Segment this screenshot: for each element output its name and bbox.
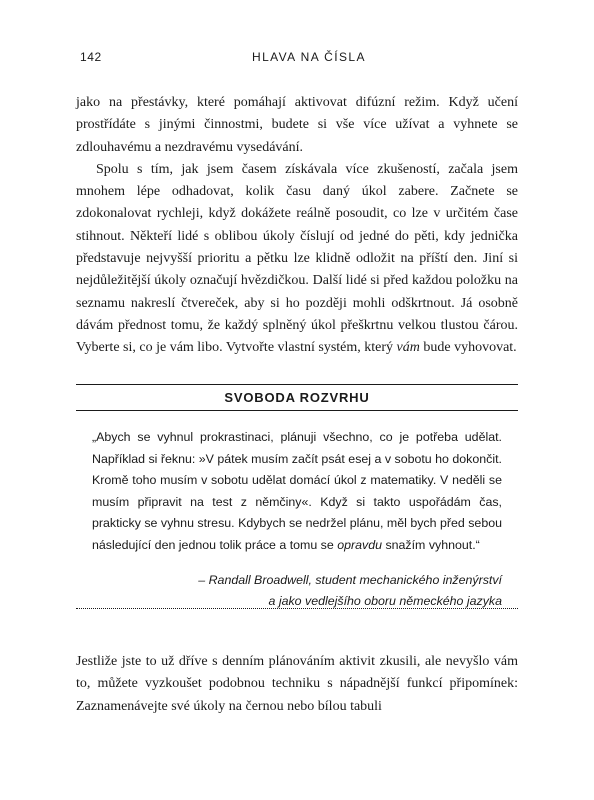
paragraph-2-emphasis: vám <box>396 340 420 356</box>
attribution-line-2: a jako vedlejšího oboru německého jazyka <box>268 594 502 608</box>
paragraph-3: Jestliže jste to už dříve s denním plánováním aktivit zkusili, ale nevyšlo vám to, můžete vyzkoušet podobnou techniku s nápadnější funkcí připomínek: Zaznamenávejte své úkoly na černou nebo bílou tabuli <box>76 654 518 714</box>
box-bottom-rule <box>76 608 518 609</box>
quote-attribution <box>198 570 502 612</box>
quote-emphasis: opravdu <box>337 537 382 552</box>
box-title-rule <box>76 410 518 411</box>
quote-end: snažím vyhnout.“ <box>382 537 480 552</box>
paragraph-1: jako na přestávky, které pomáhají aktivovat difúzní režim. Když učení prostřídáte s jinými činnostmi, budete si vše více užívat a vyhnete se zdlouhavému a nezdravému vysedávání. <box>76 95 518 155</box>
paragraph-2 <box>76 159 518 360</box>
page-number: 142 <box>80 50 102 64</box>
running-head: HLAVA NA ČÍSLA <box>252 50 366 64</box>
paragraph-2-text: Spolu s tím, jak jsem časem získávala více zkušeností, začala jsem mnohem lépe odhadovat, kolik času daný úkol zabere. Začnete se zdokonalovat rychleji, když dokážete reálně posoudit, co lze v určitém čase stihnout. Někteří lidé s oblibou úkoly číslují od jedné do pěti, kdy jednička představuje nejvyšší prioritu a pětku lze klidně odložit na příští den. Jiní si nejdůležitější úkoly označují hvězdičkou. Další lidé si před každou položku na seznamu nakreslí čtvereček, aby si ho později mohli odškrtnout. Já osobně dávám přednost tomu, že každý splněný úkol přeškrtnu velkou tlustou čárou. Vyberte si, co je vám libo. Vytvořte vlastní systém, který <box>76 161 518 356</box>
box-title: SVOBODA ROZVRHU <box>224 390 370 405</box>
box-top-rule <box>76 384 518 385</box>
body-text-bottom <box>76 651 518 718</box>
body-text-top <box>76 92 518 360</box>
box-quote <box>92 427 502 557</box>
quote-text: „Abych se vyhnul prokrastinaci, plánuji všechno, co je potřeba udělat. Například si řeknu: »V pátek musím začít psát esej a v sobotu ho dokončit. Kromě toho musím v sobotu udělat domácí úkol z matematiky. V neděli se musím připravit na test z němčiny«. Když si takto uspořádám čas, prakticky se vyhnu stresu. Kdybych se nedržel plánu, měl bych před sebou následující den jednou tolik práce a tomu se <box>92 430 502 552</box>
paragraph-2-end: bude vyhovovat. <box>419 340 517 356</box>
page-header <box>80 50 514 70</box>
attribution-line-1: – Randall Broadwell, student mechanického inženýrství <box>198 573 502 587</box>
sidebar-box <box>76 384 518 610</box>
